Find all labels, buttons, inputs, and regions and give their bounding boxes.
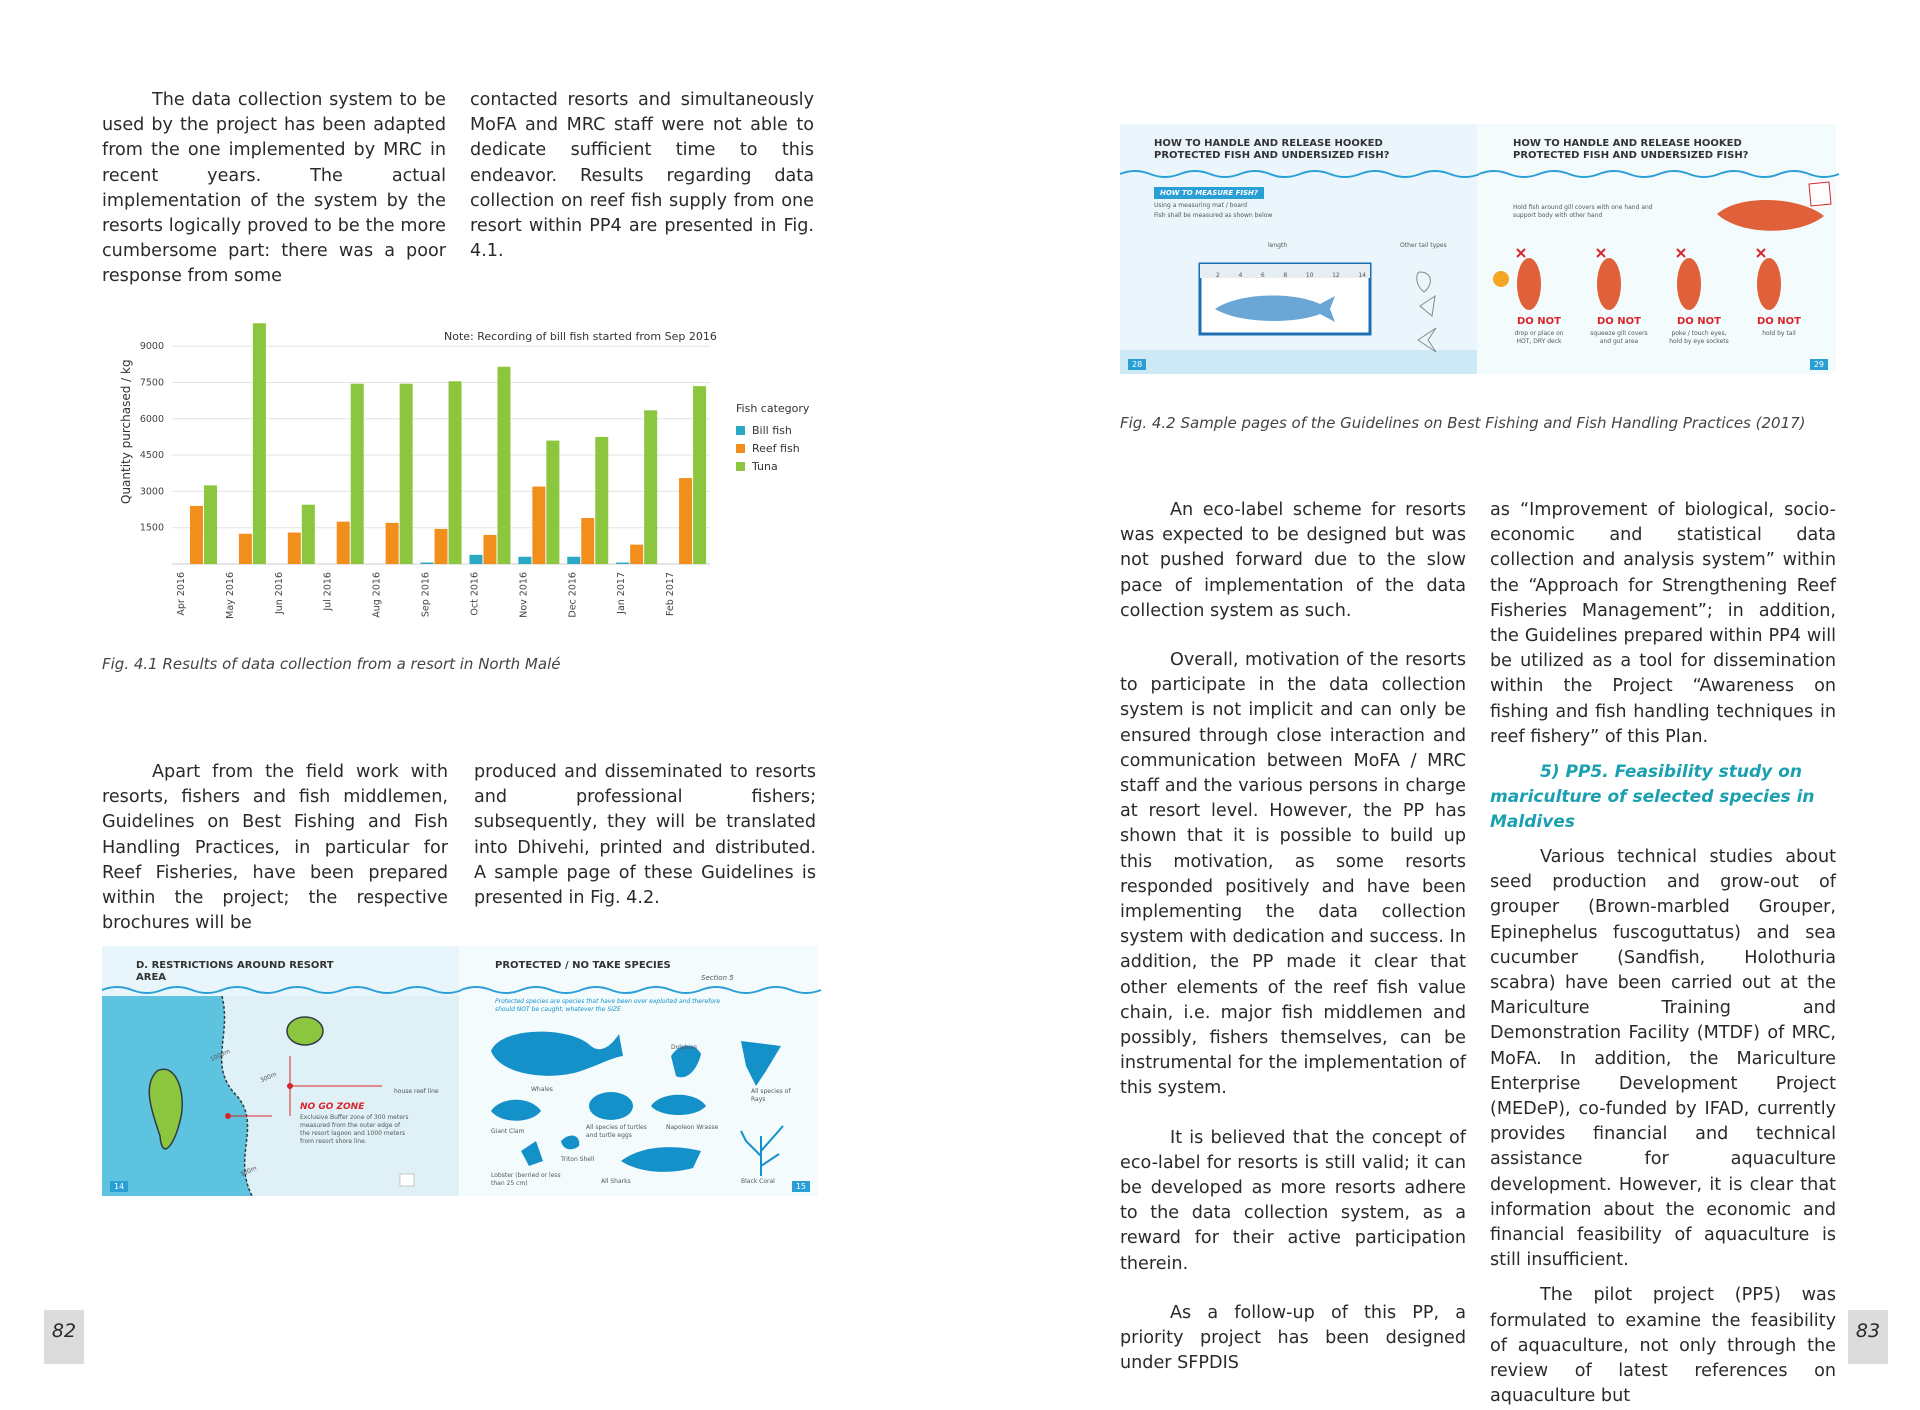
species-label: All species of Rays [751,1088,791,1103]
species-label: All species of turtles and turtle eggs [586,1124,647,1139]
measure-step: Fish shall be measured as shown below [1154,212,1273,219]
ruler-tick: 4 [1238,272,1243,279]
x-tick-label: Aug 2016 [371,572,383,618]
y-tick-label: 6000 [139,413,164,425]
brochure-page-number: 28 [1128,359,1146,370]
measure-step: Using a measuring mat / board [1154,202,1248,209]
bar-reef-fish [435,529,448,564]
bar-reef-fish [337,522,350,564]
paragraph: Various technical studies about seed production and grow-out of grouper (Brown-marbled Grouper, Epinephelus fuscoguttatus) and sea cucumber (Sandfish, Holothuria scabra) have been carried out at the Mariculture Training and Demonstration Facility (MTDF) of MRC, MoFA. In addition, the Mariculture Enterprise Development Project (MEDeP), co-funded by IFAD, currently provides financial and technical assistance for aquaculture development. However, it is clear that information about the economic and financial feasibility of aquaculture is still insufficient. [1490,847,1836,1271]
x-tick-label: May 2016 [224,572,236,619]
bar-tuna [302,505,315,564]
bar-reef-fish [581,518,594,564]
bar-reef-fish [190,506,203,564]
distance-label: 300m [239,1164,258,1179]
bar-bill-fish [616,563,629,564]
y-tick-label: 1500 [139,522,164,534]
legend-swatch [736,462,745,471]
brochure-panel-handle [1479,124,1836,374]
species-label: Dolphins [671,1044,698,1051]
fig41-bar-chart [104,316,824,626]
brochure-title: PROTECTED / NO TAKE SPECIES [495,960,671,971]
species-label: Whales [531,1086,553,1093]
x-tick-label: Sep 2016 [420,572,432,618]
do-not-label: DO NOT [1597,316,1641,327]
species-label: Triton Shell [561,1156,595,1163]
bar-tuna [400,384,413,564]
length-label: length [1268,242,1288,249]
bar-tuna [204,485,217,564]
x-tick-label: Oct 2016 [469,572,481,616]
right-col2 [1490,498,1836,1410]
section-heading: 5) PP5. Feasibility study on mariculture of selected species in Maldives [1490,762,1815,833]
bar-bill-fish [469,555,482,564]
paragraph: The pilot project (PP5) was formulated to examine the feasibility of aquaculture, not only through the review of latest references on aquaculture but [1490,1285,1836,1407]
species-label: All Sharks [601,1178,631,1185]
brochure-title-line: HOW TO HANDLE AND RELEASE HOOKED [1513,138,1742,149]
bar-bill-fish [518,557,531,564]
y-tick-label: 9000 [139,341,164,353]
page-number: 83 [1848,1310,1888,1364]
bar-reef-fish [679,478,692,564]
x-tick-label: Apr 2016 [176,572,187,616]
species-label: Black Coral [741,1178,775,1185]
do-not-label: DO NOT [1677,316,1721,327]
no-go-zone-text: Exclusive Buffer zone of 300 meters measured from the outer edge of the resort lagoon and 1000 meters from resort shore line. [300,1114,409,1145]
brochure-title-line: AREA [136,972,167,983]
bar-tuna [497,367,510,564]
bar-reef-fish [239,534,252,564]
bar-tuna [546,441,559,564]
right-col1 [1120,498,1466,1377]
chart-note: Note: Recording of bill fish started from Sep 2016 [444,330,717,343]
paragraph: Apart from the field work with resorts, fishers and fish middlemen, Guidelines on Best Fishing and Fish Handling Practices, in particular for Reef Fisheries, have been prepared within the project; the respective brochures will be [102,762,448,934]
ruler-tick: 8 [1283,272,1288,279]
paragraph: As a follow-up of this PP, a priority project has been designed under SFPDIS [1120,1302,1466,1374]
legend-label: Tuna [752,460,778,473]
brochure-panel-restrictions [102,946,459,1196]
brochure-page-number: 14 [110,1181,128,1192]
do-not-item: squeeze gill covers and gut area [1590,330,1648,345]
restriction-map [102,946,459,1196]
brochure-handling-image [1120,124,1836,374]
bar-bill-fish [421,563,434,564]
bar-tuna [693,386,706,564]
bar-tuna [595,437,608,564]
ruler-tick: 12 [1332,272,1340,279]
do-not-item: hold by tail [1762,330,1796,337]
tail-label: Other tail types [1400,242,1447,249]
right-page [960,0,1920,1407]
species-label: Napoleon Wrasse [666,1124,719,1131]
hold-instruction: Hold fish around gill covers with one hand and support body with other hand [1513,204,1653,219]
x-tick-label: Feb 2017 [665,572,677,617]
bar-tuna [644,410,657,564]
paragraph: It is believed that the concept of eco-label for resorts is still valid; it can be developed as more resorts adhere to the data collection system, as a reward for their active participation therein. [1120,1127,1466,1274]
paragraph: as “Improvement of biological, socio-economic and statistical data collection and analysis system” within the “Approach for Strengthening Reef Fisheries Management”; in addition, the Guidelines prepared within PP4 will be utilized as a tool for dissemination within the Project “Awareness on fishing and fish handling techniques in reef fishery” of this Plan. [1490,500,1836,747]
brochure-title-line: PROTECTED FISH AND UNDERSIZED FISH? [1154,150,1390,161]
ruler-ticks [1216,272,1366,280]
ruler-tick: 14 [1358,272,1366,279]
left-mid-col2 [474,760,816,911]
paragraph: Overall, motivation of the resorts to participate in the data collection system is not implicit and can only be ensured through close interaction and communication between MoFA / MRC staff and the various persons in charge at resort level. However, the PP has shown that it is possible to build up this motivation, as some resorts responded positively and have been implementing the data collection system with dedication and success. In addition, the PP made it clear that other elements of the reef fish value chain, i.e. major fish middlemen and possibly, fishers themselves, can be instrumental for the implementation of this system. [1120,650,1466,1099]
bar-tuna [449,381,462,564]
paragraph: contacted resorts and simultaneously MoFA and MRC staff were not able to dedicate sufficient time to this endeavor. Results regarding data collection on reef fish supply from one resort within PP4 are presented in Fig. 4.1. [470,90,814,262]
bar-bill-fish [567,557,580,564]
species-label: Giant Clam [491,1128,525,1135]
paragraph: An eco-label scheme for resorts was expected to be designed but was not pushed forward due to the slow pace of implementation of the data collection system as such. [1120,500,1466,621]
ruler-tick: 6 [1260,272,1265,279]
do-not-label: DO NOT [1517,316,1561,327]
bar-tuna [351,384,364,564]
bar-reef-fish [288,533,301,564]
brochure-page-number: 15 [792,1181,810,1192]
brochure-title-line: HOW TO HANDLE AND RELEASE HOOKED [1154,138,1383,149]
ruler-tick: 2 [1216,272,1220,279]
left-page [0,0,960,1364]
do-not-item: drop or place on HOT, DRY deck [1514,330,1564,345]
legend-swatch [736,444,745,453]
do-not-item: poke / touch eyes, hold by eye sockets [1669,330,1729,345]
y-tick-label: 7500 [139,377,164,389]
brochure-title-line: D. RESTRICTIONS AROUND RESORT [136,960,334,971]
fig42-caption: Fig. 4.2 Sample pages of the Guidelines on Best Fishing and Fish Handling Practices (2017) [1120,414,1806,432]
brochure-page-number: 29 [1810,359,1828,370]
brochure-panel-protected [461,946,818,1196]
distance-label: 300m [259,1070,278,1085]
no-go-zone-title: NO GO ZONE [300,1102,365,1112]
fig41-caption: Fig. 4.1 Results of data collection from a resort in North Malé [102,655,561,673]
protected-intro: Protected species are species that have been over exploited and therefore should NOT be caught, whatever the SIZE [495,998,721,1013]
house-reef-label: house reef line [394,1088,439,1095]
left-mid-col1 [102,760,448,936]
x-tick-label: Jan 2017 [616,572,628,614]
left-top-col1 [102,88,446,290]
y-axis-label: Quantity purchased / kg [119,359,133,504]
brochure-title-line: PROTECTED FISH AND UNDERSIZED FISH? [1513,150,1749,161]
legend-label: Bill fish [752,424,792,437]
do-not-label: DO NOT [1757,316,1801,327]
x-tick-label: Nov 2016 [518,572,530,618]
y-tick-label: 3000 [139,486,164,498]
bar-reef-fish [386,523,399,564]
distance-label: 1000m [209,1047,232,1064]
protected-species-illustration [461,946,818,1196]
ruler-tick: 10 [1305,272,1314,279]
bar-reef-fish [630,545,643,564]
bar-reef-fish [532,487,545,564]
left-top-col2 [470,88,814,264]
measure-tag: HOW TO MEASURE FISH? [1154,187,1264,199]
legend-title: Fish category [736,402,810,415]
bar-tuna [253,323,266,564]
x-tick-label: Dec 2016 [567,572,579,618]
bar-reef-fish [483,535,496,564]
legend-swatch [736,426,745,435]
paragraph: produced and disseminated to resorts and professional fishers; subsequently, they will be translated into Dhivehi, printed and distributed. A sample page of these Guidelines is presented in Fig. 4.2. [474,762,816,909]
brochure-section: Section 5 [701,974,734,982]
paragraph: The data collection system to be used by the project has been adapted from the one implemented by MRC in recent years. The actual implementation of the system by the resorts logically proved to be the more cumbersome part: there was a poor response from some [102,90,446,287]
x-tick-label: Jul 2016 [322,572,334,611]
page-number: 82 [44,1310,84,1364]
x-tick-label: Jun 2016 [273,572,285,615]
legend-label: Reef fish [752,442,800,455]
brochure-panel-measure [1120,124,1477,374]
brochure-restrictions-image [102,946,818,1196]
species-label: Lobster (berried or less than 25 cm) [491,1172,561,1187]
y-tick-label: 4500 [139,450,164,462]
